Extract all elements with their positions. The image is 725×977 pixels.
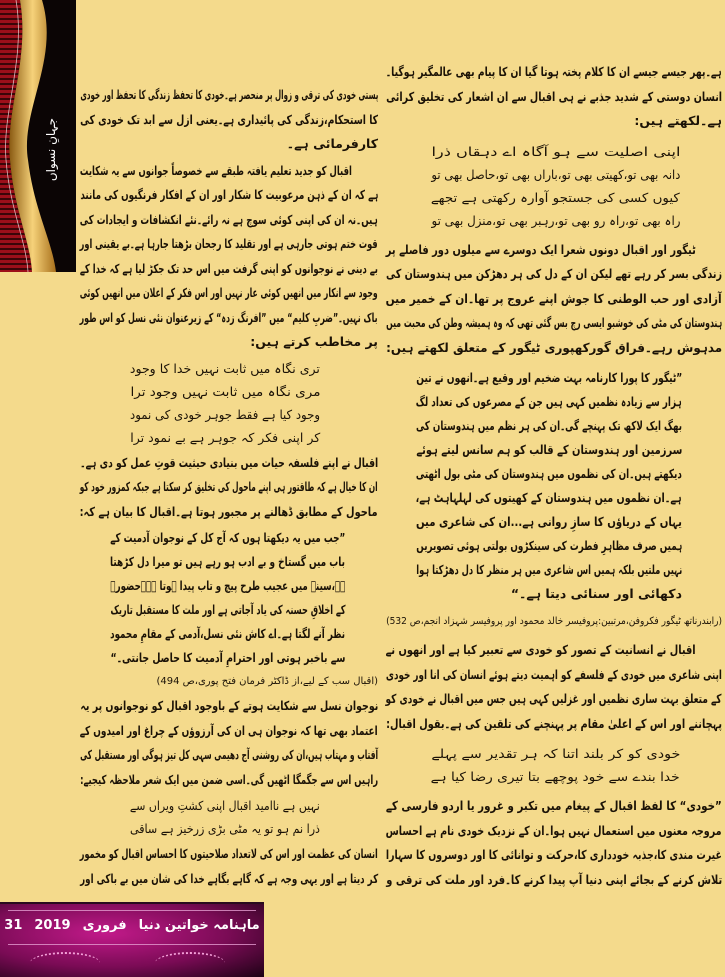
text-line: ماحول کے مطابق ڈھالنے پر مجبور ہوتا ہے۔اقبال کا بیان ہے کہ: [80,503,378,519]
verse-block [386,140,722,232]
text-line: ”جب میں یہ دیکھتا ہوں کہ آج کل کے نوجوان آدمیت کے [110,530,345,545]
verse-line: دانہ بھی تو،کھیتی بھی تو،باراں بھی تو،حاصل بھی تو [431,166,680,182]
text-line: اقبال نے اپنے فلسفہ حیات میں بنیادی حیثیت قوتِ عمل کو دی ہے۔ [80,454,378,470]
verse-line: خدا بندے سے خود پوچھے بتا تیری رضا کیا ہے [431,769,680,784]
text-line: ہے۔پھر جیسے جیسے ان کا کلام پختہ ہوتا گیا ان کا پیام بھی عالمگیر ہوگیا۔ [386,64,722,79]
text-line: ہیں۔نہ ان کی اپنی کوئی سوچ ہے نہ رائے۔نئے انکشافات و ایجادات کی [80,211,378,227]
text-line: اعتماد بھی تھا کہ نوجوان ہی ان کی آرزوؤں کے چراغ اور امیدوں کے [80,722,378,738]
text-line: ٹیگور اور اقبال دونوں شعرا ایک دوسرے سے میلوں دور فاصلے پر [386,241,696,257]
verse-line: کیوں کسی کی جستجو آوارہ رکھتی ہے تجھے [431,189,680,205]
article-column-left [80,83,378,893]
text-line: بے دینی نے نوجوانوں کو اپنی گرفت میں اس حد تک جکڑ لیا ہے کہ خدا کے [80,260,378,276]
text-line: اقبال کو جدید تعلیم یافتہ طبقے سے خصوصاً جوانوں سے یہ شکایت [80,162,352,178]
text-line: پہچاننے اور اس کے اعلیٰ مقام پر پہنچنے کی تلقین کی ہے۔بقول اقبال: [386,715,722,731]
verse-line: نہیں ہے ناامید اقبال اپنی کشتِ ویراں سے [130,798,320,813]
verse-line: راہ بھی تو،راہ رو بھی تو،رہبر بھی تو،منزل بھی تو [431,212,680,228]
text-line: کا استحکام،زندگی کی پائیداری ہے۔یعنی ازل سے ابد تک خودی کی [80,111,378,127]
text-line: (اقبال سب کے لیے،از ڈاکٹر فرمان فتح پوری،ص 494) [156,676,378,687]
text-line: اپنی شاعری میں خودی کے فلسفے کو اہمیت دیتے ہوئے انسان کی انا اور خودی [386,666,722,682]
issue-month: فروری [82,918,127,933]
text-line: آفتاب و مہتاب ہیں،ان کی روشنی آج دھیمی سہی کل تیز ہوگی اور مستقبل کی [80,747,378,762]
footer-ornament-line [8,944,256,945]
verse-line: اپنی اصلیت سے ہو آگاہ اے دہقاں ذرا [431,143,680,159]
text-line: باک نہیں۔”ضربِ کلیم“ میں ”افرنگ زدہ“ کے زیرعنوان نئی نسل کو اس طور [80,309,378,325]
citation [80,672,378,692]
text-line: سرزمین اور ہندوستان کے قالب کو ہم سانس لیتے ہوئے [416,442,682,457]
text-line: کے اخلاقِ حسنہ کی یاد آجاتی ہے اور ملت کا مستقبل تاریک [110,602,345,617]
text-line: مدہوش رہے۔فراق گورکھپوری ٹیگور کے متعلق لکھتے ہیں: [386,339,722,355]
paragraph [80,842,378,891]
text-line: ”ٹیگور کا پورا کارنامہ بہت ضخیم اور وقیع ہے۔انھوں نے تین [416,370,682,385]
verse-line: وجود کیا ہے فقط جوہر خودی کی نمود [130,406,320,422]
text-line: سے باخبر ہوتی اور احترامِ آدمیت کا حاصل جانتی۔“ [110,650,345,665]
text-line: تلاش کرنے کے بجائے اپنی دنیا آپ پیدا کرنے کا۔فرد اور ملت کی ترقی و [386,871,722,887]
text-line: اقبال نے انسانیت کے تصور کو خودی سے تعبیر کیا ہے اور انھوں نے [386,642,696,657]
text-line: پر مخاطب کرتے ہیں: [250,334,378,349]
text-line: پستی خودی کی ترقی و زوال پر منحصر ہے۔خودی کا تحفظ زندگی کا تحفظ اور خودی [79,87,378,102]
verse-line: مری نگاہ میں ثابت نہیں وجود ترا [129,383,320,399]
text-line: راہیں اس سے جگمگا اٹھیں گی۔اسی ضمن میں ایک شعر ملاحظہ کیجیے: [80,771,378,787]
text-line: دکھائی اور سنائی دیتا ہے۔“ [510,586,682,601]
verse-block [80,357,378,449]
paragraph [80,83,378,157]
page-footer [0,902,264,977]
text-line: ہے۔ان نظموں میں ہندوستان کے کھیتوں کی لہلہاہٹ ہے، [416,490,682,505]
verse-line: خودی کو کر بلند اتنا کہ ہر تقدیر سے پہلے [431,746,680,761]
issue-year: 2019 [34,918,71,933]
paragraph [80,451,378,525]
paragraph [80,694,378,792]
footer-ornament [155,952,225,974]
text-line: ہمیں صرف مظاہرِ فطرت کی سینکڑوں بولتی ہوئی تصویریں [416,538,682,553]
block-quote [80,526,378,670]
text-line: ”خودی“ کا لفظ اقبال کے پیغام میں تکبر و غرور یا اردو فارسی کے [386,798,722,813]
paragraph [80,159,378,355]
verse-block [386,742,722,788]
block-quote [386,366,722,606]
text-line: کارفرمائی ہے۔ [286,136,378,151]
text-line: (رابندرناتھ ٹیگور فکروفن،مرتبین:پروفیسر خالد محمود اور پروفیسر شہزاد انجم،ص 532) [386,616,722,627]
verse-line: تری نگاہ میں ثابت نہیں خدا کا وجود [130,360,320,376]
section-label: جہانِ نسواں [44,118,58,182]
text-line: مروجہ معنوں میں استعمال نہیں ہوا۔ان کے نزدیک خودی نام ہے احساس [386,822,722,838]
text-line: ہندوستان کی مٹی کی خوشبو ایسی رچ بس گئی تھی کہ وہ ہمیشہ وطن کی محبت میں [386,315,722,330]
text-line: انسان دوستی کے شدید جذبے نے ہی اقبال سے ان اشعار کی تخلیق کرائی [386,88,722,104]
article-column-right [386,60,722,898]
text-line: غیرت مندی کا،جذبہ خودداری کا،حرکت و توانائی کا اور دوسروں کا سہارا [386,847,722,862]
text-line: انسان کی عظمت اور اس کی لاتعداد صلاحیتوں کا احساس اقبال کو مخمور [80,846,378,861]
text-line: بھگ ایک لاکھ تک پہنچے گی۔ان کی ہر نظم میں ہندوستان کی [416,418,682,433]
paragraph [386,794,722,892]
text-line: کر دیتا ہے اور یہی وجہ ہے کہ گاہے بگاہے خدا کی شان میں بے باکی اور [80,870,378,886]
footer-ornament [30,952,100,974]
text-line: کے متعلق بہت ساری نظمیں اور غزلیں کہی ہیں جس میں اقبال نے خودی کو [386,691,722,706]
paragraph [386,60,722,134]
text-line: ہے کہ ان کے ذہن مرعوبیت کا شکار اور ان کے افکار فرنگیوں کی مانند [80,187,378,202]
verse-block [80,794,378,840]
text-line: باب میں گستاخ و بے ادب ہو رہے ہیں تو میرا دل کڑھتا [110,554,345,569]
text-line: وجود سے انکار میں انھیں کوئی عار نہیں اور اس فکر کے اعلان میں انھیں کوئی [80,285,378,300]
paragraph [386,638,722,736]
text-line: ہے،سینے میں عجیب طرح پیچ و تاب پیدا ہوتا ہے۔حضورؐ [110,578,345,593]
citation [386,612,722,632]
text-line: ہے۔لکھتے ہیں: [634,113,722,128]
text-line: نہیں ملتیں بلکہ ہمیں اس شاعری میں ہر منظر کا دل دھڑکتا ہوا [416,562,682,577]
text-line: زندگی بسر کر رہے تھے لیکن ان کے دل کی ہر دھڑکن میں ہندوستان کی [386,266,722,281]
footer-ornament-line [8,910,256,911]
text-line: آزادی اور حب الوطنی کا جوش اپنے عروج پر تھا۔ان کے خمیر میں [386,290,722,306]
text-line: نوجوان نسل سے شکایت ہوتے کے باوجود اقبال کو نوجوانوں پر یہ [80,698,378,713]
text-line: یہاں کے دریاؤں کا سازِ روانی ہے...ان کی شاعری میں [416,514,682,529]
text-line: قوت ختم ہوتی جارہی ہے اور تقلید کا رجحان بڑھتا جارہا ہے۔بے یقینی اور [80,236,378,251]
paragraph [386,238,722,361]
page-number: 31 [4,918,23,933]
magazine-name: ماہنامہ خواتین دنیا [138,918,260,933]
text-line: ہزار سے زیادہ نظمیں کہی ہیں جن کے مصرعوں کی تعداد لگ [416,394,682,409]
verse-line: ذرا نم ہو تو یہ مٹی بڑی زرخیز ہے ساقی [130,821,320,836]
verse-line: کر اپنی فکر کہ جوہر ہے بے نمود ترا [130,429,320,445]
text-line: دیکھتے ہیں۔ان کی نظموں میں ہندوستان کی مٹی بول اٹھتی [416,466,682,481]
text-line: ان کا خیال ہے کہ طاقتور ہی اپنے ماحول کی تخلیق کر سکتا ہے جبکہ کمزور خود کو [80,479,378,494]
text-line: نظر آنے لگتا ہے۔اے کاش نئی نسل،آدمی کے مقامِ محمود [110,626,345,641]
